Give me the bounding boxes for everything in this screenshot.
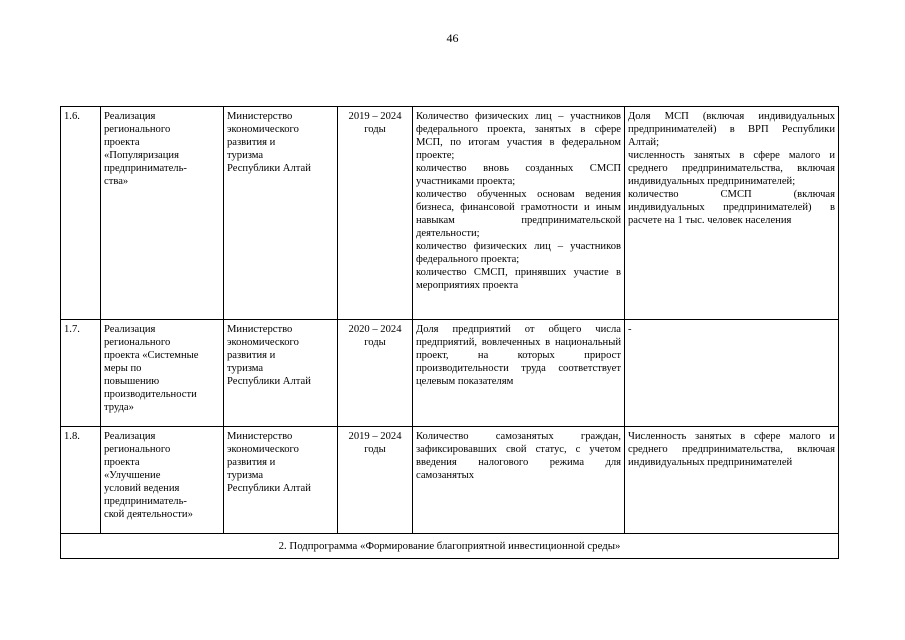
name-line: Реализация	[104, 324, 156, 335]
name-line: Реализация	[104, 111, 156, 122]
activity-name	[101, 107, 224, 320]
name-line: меры по	[104, 363, 142, 374]
indicator-item: Количество физических лиц – участников федерального проекта, занятых в сфере МСП, по итогам участия в федеральном проекте;	[416, 111, 621, 161]
responsible-org	[224, 107, 338, 320]
name-line: предприниматель-	[104, 496, 187, 507]
target-item: количество СМСП (включая индивидуальных предпринимателей) в расчете на 1 тыс. человек населения	[628, 189, 835, 226]
table-row	[61, 427, 839, 534]
name-line: Реализация	[104, 431, 156, 442]
subprogram-row	[61, 534, 839, 559]
org-line: туризма	[227, 150, 264, 161]
name-line: производительности	[104, 389, 197, 400]
row-number: 1.8.	[61, 427, 101, 534]
target-item: Численность занятых в сфере малого и среднего предпринимательства, включая индивидуальных предпринимателей	[628, 431, 835, 468]
activity-indicators	[413, 427, 625, 534]
table-row	[61, 107, 839, 320]
target-indicators	[625, 427, 839, 534]
indicator-item: количество обученных основам ведения бизнеса, финансовой грамотности и иным навыкам предпринимательской деятельности;	[416, 189, 621, 239]
target-item: Доля МСП (включая индивидуальных предпринимателей) в ВРП Республики Алтай;	[628, 111, 835, 148]
name-line: ской деятельности»	[104, 509, 193, 520]
indicator-item: Количество самозанятых граждан, зафиксировавших свой статус, с учетом введения налогового режима для самозанятых	[416, 431, 621, 481]
target-item: -	[628, 324, 632, 335]
name-line: регионального	[104, 124, 171, 135]
org-line: туризма	[227, 363, 264, 374]
period-line: годы	[364, 124, 386, 135]
name-line: условий ведения	[104, 483, 180, 494]
org-line: развития и	[227, 457, 276, 468]
implementation-period	[338, 427, 413, 534]
name-line: регионального	[104, 337, 171, 348]
indicator-item: количество вновь созданных СМСП участниками проекта;	[416, 163, 621, 187]
period-line: 2020 – 2024	[348, 324, 402, 335]
activity-name	[101, 320, 224, 427]
program-table	[60, 106, 839, 559]
org-line: Министерство	[227, 431, 293, 442]
org-line: экономического	[227, 124, 299, 135]
org-line: экономического	[227, 444, 299, 455]
name-line: проекта «Системные	[104, 350, 199, 361]
name-line: проекта	[104, 137, 140, 148]
org-line: Республики Алтай	[227, 163, 311, 174]
row-number: 1.7.	[61, 320, 101, 427]
name-line: «Улучшение	[104, 470, 161, 481]
activity-name	[101, 427, 224, 534]
period-line: 2019 – 2024	[348, 431, 402, 442]
org-line: экономического	[227, 337, 299, 348]
indicator-item: Доля предприятий от общего числа предприятий, вовлеченных в национальный проект, на которых прирост производительности труда соответствует целевым показателям	[416, 324, 621, 387]
activity-indicators	[413, 107, 625, 320]
name-line: предприниматель-	[104, 163, 187, 174]
target-indicators	[625, 107, 839, 320]
name-line: «Популяризация	[104, 150, 179, 161]
org-line: Министерство	[227, 324, 293, 335]
name-line: повышению	[104, 376, 160, 387]
responsible-org	[224, 427, 338, 534]
responsible-org	[224, 320, 338, 427]
implementation-period	[338, 107, 413, 320]
table-row	[61, 320, 839, 427]
org-line: Министерство	[227, 111, 293, 122]
subprogram-title: 2. Подпрограмма «Формирование благоприятной инвестиционной среды»	[61, 534, 839, 559]
org-line: развития и	[227, 350, 276, 361]
org-line: туризма	[227, 470, 264, 481]
implementation-period	[338, 320, 413, 427]
org-line: Республики Алтай	[227, 483, 311, 494]
target-indicators	[625, 320, 839, 427]
org-line: Республики Алтай	[227, 376, 311, 387]
name-line: ства»	[104, 176, 129, 187]
page-number: 46	[446, 31, 459, 45]
name-line: регионального	[104, 444, 171, 455]
period-line: годы	[364, 444, 386, 455]
name-line: труда»	[104, 402, 134, 413]
indicator-item: количество СМСП, принявших участие в мероприятиях проекта	[416, 267, 621, 291]
activity-indicators	[413, 320, 625, 427]
period-line: 2019 – 2024	[348, 111, 402, 122]
name-line: проекта	[104, 457, 140, 468]
period-line: годы	[364, 337, 386, 348]
org-line: развития и	[227, 137, 276, 148]
row-number: 1.6.	[61, 107, 101, 320]
indicator-item: количество физических лиц – участников федерального проекта;	[416, 241, 621, 265]
target-item: численность занятых в сфере малого и среднего предпринимательства, включая индивидуальных предпринимателей;	[628, 150, 835, 187]
